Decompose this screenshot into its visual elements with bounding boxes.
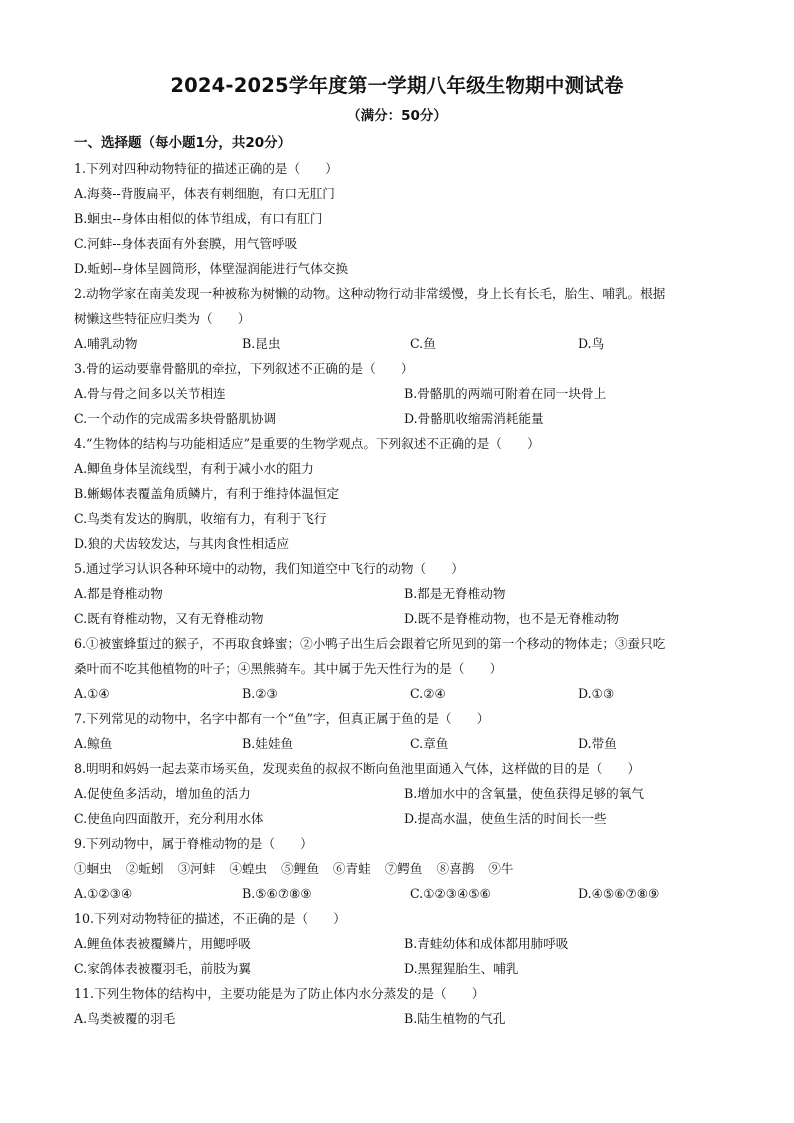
option-a: A.哺乳动物 [74, 336, 138, 351]
option-b: B.蜥蜴体表覆盖角质鳞片，有利于维持体温恒定 [74, 486, 340, 501]
option-d: D.带鱼 [578, 736, 617, 751]
options-row [74, 956, 734, 981]
question-stem: 4.“生物体的结构与功能相适应”是重要的生物学观点。下列叙述不正确的是（ ） [74, 436, 540, 451]
question-stem: 6.①被蜜蜂蜇过的猴子，不再取食蜂蜜；②小鸭子出生后会跟着它所见到的第一个移动的物体走；③蚕只吃 [74, 636, 666, 651]
option-a: A.都是脊椎动物 [74, 586, 163, 601]
animal-item: ③河蚌 [177, 861, 216, 876]
option-c: C.家鸽体表被覆羽毛，前肢为翼 [74, 961, 251, 976]
option-d: D.①③ [578, 686, 615, 701]
options-row [74, 581, 734, 606]
animal-item: ⑨牛 [488, 861, 514, 876]
option-b: B.都是无脊椎动物 [404, 586, 506, 601]
option-d: D.狼的犬齿较发达，与其肉食性相适应 [74, 536, 290, 551]
question-stem: 10.下列对动物特征的描述，不正确的是（ ） [74, 911, 346, 926]
option-b: B.昆虫 [242, 336, 281, 351]
option-d: D.提高水温，使鱼生活的时间长一些 [404, 811, 607, 826]
question-stem: 9.下列动物中，属于脊椎动物的是（ ） [74, 836, 313, 851]
option-a: A.促使鱼多活动，增加鱼的活力 [74, 786, 251, 801]
option-b: B.②③ [242, 686, 278, 701]
animal-item: ⑦鳄鱼 [384, 861, 423, 876]
option-a: A.鸟类被覆的羽毛 [74, 1011, 176, 1026]
option-d: D.④⑤⑥⑦⑧⑨ [578, 886, 660, 901]
question-stem: 8.明明和妈妈一起去菜市场买鱼，发现卖鱼的叔叔不断向鱼池里面通入气体，这样做的目的是（ ） [74, 761, 641, 776]
animal-item: ⑤鲤鱼 [281, 861, 319, 876]
option-d: D.骨骼肌收缩需消耗能量 [404, 411, 544, 426]
option-c: C.②④ [410, 686, 446, 701]
options-row [74, 806, 734, 831]
option-c: C.①②③④⑤⑥ [410, 886, 491, 901]
option-a: A.鲸鱼 [74, 736, 113, 751]
animal-item: ⑧喜鹊 [436, 861, 475, 876]
options-row [74, 681, 734, 706]
options-row [74, 606, 734, 631]
exam-title: 2024-2025学年度第一学期八年级生物期中测试卷 [170, 74, 624, 97]
option-b: B.蛔虫--身体由相似的体节组成，有口有肛门 [74, 211, 323, 226]
option-a: A.骨与骨之间多以关节相连 [74, 386, 226, 401]
animal-item: ④蝗虫 [229, 861, 268, 876]
option-d: D.黑猩猩胎生、哺乳 [404, 961, 519, 976]
question-stem: 7.下列常见的动物中，名字中都有一个“鱼”字，但真正属于鱼的是（ ） [74, 711, 490, 726]
option-a: A.海葵--背腹扁平，体表有刺细胞，有口无肛门 [74, 186, 335, 201]
exam-content [74, 131, 734, 1031]
question-stem-cont: 树懒这些特征应归类为（ ） [74, 311, 251, 326]
question-stem: 5.通过学习认识各种环境中的动物，我们知道空中飞行的动物（ ） [74, 561, 464, 576]
option-c: C.章鱼 [410, 736, 449, 751]
option-d: D.蚯蚓--身体呈圆筒形，体壁湿润能进行气体交换 [74, 261, 349, 276]
options-row [74, 406, 734, 431]
option-d: D.既不是脊椎动物，也不是无脊椎动物 [404, 611, 620, 626]
options-row [74, 1006, 734, 1031]
animal-item: ①蛔虫 [74, 861, 112, 876]
options-row [74, 731, 734, 756]
option-c: C.一个动作的完成需多块骨骼肌协调 [74, 411, 277, 426]
section-heading: 一、选择题（每小题1分，共20分） [74, 135, 292, 151]
option-c: C.鱼 [410, 336, 436, 351]
option-a: A.①④ [74, 686, 110, 701]
animal-item: ⑥青蛙 [332, 861, 371, 876]
option-d: D.鸟 [578, 336, 605, 351]
option-a: A.鲫鱼身体呈流线型，有利于减小水的阻力 [74, 461, 314, 476]
options-row [74, 931, 734, 956]
option-c: C.河蚌--身体表面有外套膜，用气管呼吸 [74, 236, 298, 251]
animal-list [74, 856, 734, 881]
options-row [74, 381, 734, 406]
option-b: B.骨骼肌的两端可附着在同一块骨上 [404, 386, 607, 401]
exam-score-note: （满分：50分） [347, 108, 447, 124]
option-a: A.①②③④ [74, 886, 133, 901]
option-c: C.鸟类有发达的胸肌，收缩有力，有利于飞行 [74, 511, 327, 526]
animal-item: ②蚯蚓 [125, 861, 164, 876]
option-c: C.使鱼向四面散开，充分利用水体 [74, 811, 264, 826]
options-row [74, 881, 734, 906]
question-stem: 2.动物学家在南美发现一种被称为树懒的动物。这种动物行动非常缓慢，身上长有长毛，胎生、哺乳。根据 [74, 286, 666, 301]
option-b: B.娃娃鱼 [242, 736, 294, 751]
option-b: B.陆生植物的气孔 [404, 1011, 506, 1026]
option-b: B.⑤⑥⑦⑧⑨ [242, 886, 312, 901]
question-stem-cont: 桑叶而不吃其他植物的叶子；④黑熊骑车。其中属于先天性行为的是（ ） [74, 661, 503, 676]
question-stem: 3.骨的运动要靠骨骼肌的牵拉，下列叙述不正确的是（ ） [74, 361, 414, 376]
option-a: A.鲤鱼体表被覆鳞片，用鳃呼吸 [74, 936, 251, 951]
options-row [74, 331, 734, 356]
option-b: B.增加水中的含氧量，使鱼获得足够的氧气 [404, 786, 644, 801]
options-row [74, 781, 734, 806]
option-b: B.青蛙幼体和成体都用肺呼吸 [404, 936, 569, 951]
option-c: C.既有脊椎动物，又有无脊椎动物 [74, 611, 264, 626]
question-stem: 11.下列生物体的结构中，主要功能是为了防止体内水分蒸发的是（ ） [74, 986, 485, 1001]
question-stem: 1.下列对四种动物特征的描述正确的是（ ） [74, 161, 338, 176]
